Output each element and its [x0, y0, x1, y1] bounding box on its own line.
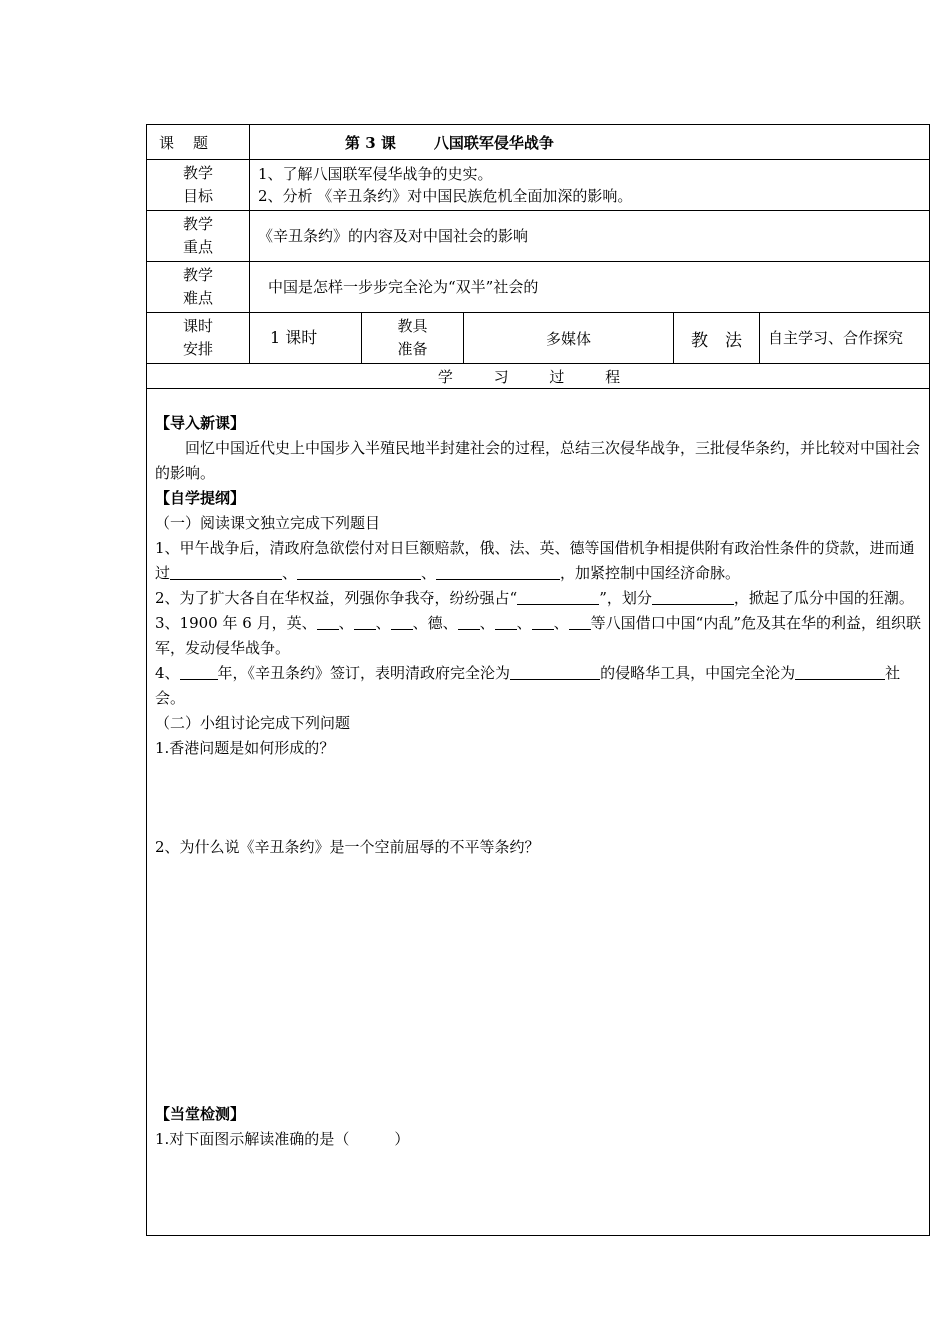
key-row — [147, 211, 930, 262]
difficulty-label-line2: 难点 — [182, 289, 213, 307]
blank-field[interactable] — [795, 663, 885, 680]
part1-heading: （一）阅读课文独立完成下列题目 — [155, 514, 381, 532]
question-1 — [155, 536, 921, 586]
question-4 — [155, 661, 921, 711]
blank-field[interactable] — [391, 613, 413, 630]
topic-row — [147, 125, 930, 160]
goals-text — [250, 160, 930, 211]
blank-field[interactable] — [510, 663, 600, 680]
intro-heading: 【导入新课】 — [155, 414, 246, 432]
topic-name: 八国联军侵华战争 — [433, 133, 554, 152]
tools-label-line2: 准备 — [397, 340, 428, 358]
topic-title — [250, 125, 930, 160]
q3-text-b: 等八国借口中国“内乱”危及其在华的利益，组织联军，发动侵华战争。 — [155, 614, 922, 657]
goals-label-line2: 目标 — [182, 187, 213, 205]
lesson-plan-table — [146, 124, 922, 1236]
time-value: 1 课时 — [250, 313, 362, 364]
goal-item: 2、分析 《辛丑条约》对中国民族危机全面加深的影响。 — [258, 187, 633, 205]
q2-text-a: 2、为了扩大各自在华权益，列强你争我夺，纷纷强占“ — [155, 589, 518, 607]
tools-value: 多媒体 — [464, 313, 674, 364]
blank-field[interactable] — [297, 563, 421, 580]
goals-row — [147, 160, 930, 211]
q2-text-b: ”，划分 — [599, 589, 652, 607]
blank-field[interactable] — [354, 613, 376, 630]
question-2 — [155, 586, 921, 611]
tools-label — [362, 313, 464, 364]
q1-separator: 、 — [421, 564, 437, 582]
check-question-1: 1.对下面图示解读准确的是（ ） — [155, 1130, 410, 1148]
q3-text-de: 、德、 — [412, 614, 458, 632]
key-label-line2: 重点 — [182, 238, 213, 256]
time-label-line2: 安排 — [182, 340, 213, 358]
arrangement-row — [147, 313, 930, 364]
q3-text-a: 3、1900 年 6 月，英、 — [155, 614, 317, 632]
blank-field[interactable] — [458, 613, 480, 630]
q4-text-b: 年，《辛丑条约》签订，表明清政府完全沦为 — [217, 664, 511, 682]
difficulty-row — [147, 262, 930, 313]
difficulty-label-line1: 教学 — [182, 266, 213, 284]
process-body-row — [147, 389, 930, 1236]
q1-text-a: 1、甲午战争后，清政府急欲偿付对日巨额赔款，俄、法、英、德等国借机争相提供附有政治性条件的贷款，进而通过 — [155, 539, 915, 582]
q1-text-b: ，加紧控制中国经济命脉。 — [560, 564, 741, 582]
check-heading: 【当堂检测】 — [155, 1105, 246, 1123]
lesson-plan-grid — [146, 124, 930, 1236]
time-label-line1: 课时 — [182, 317, 213, 335]
answer-space[interactable] — [155, 761, 921, 835]
tools-label-line1: 教具 — [397, 317, 428, 335]
q4-text-a: 4、 — [155, 664, 180, 682]
blank-field[interactable] — [652, 588, 734, 605]
blank-field[interactable] — [532, 613, 554, 630]
topic-lesson: 第 3 课 — [345, 133, 396, 152]
part2-heading: （二）小组讨论完成下列问题 — [155, 714, 351, 732]
blank-field[interactable] — [170, 563, 282, 580]
process-heading: 学 习 过 程 — [147, 364, 930, 389]
goals-label — [147, 160, 250, 211]
goal-item: 1、了解八国联军侵华战争的史实。 — [258, 165, 493, 183]
blank-field[interactable] — [495, 613, 517, 630]
q1-separator: 、 — [282, 564, 298, 582]
difficulty-text: 中国是怎样一步步完全沦为“双半”社会的 — [250, 262, 930, 313]
time-label — [147, 313, 250, 364]
method-label: 教 法 — [674, 313, 760, 364]
discussion-1: 1.香港问题是如何形成的？ — [155, 739, 335, 757]
blank-field[interactable] — [517, 588, 599, 605]
intro-text: 回忆中国近代史上中国步入半殖民地半封建社会的过程，总结三次侵华战争，三批侵华条约，并比较对中国社会的影响。 — [155, 439, 921, 482]
key-label-line1: 教学 — [182, 215, 213, 233]
q2-text-c: ，掀起了瓜分中国的狂潮。 — [733, 589, 914, 607]
blank-field[interactable] — [180, 663, 218, 680]
discussion-2: 2、为什么说《辛丑条约》是一个空前屈辱的不平等条约？ — [155, 838, 540, 856]
blank-field[interactable] — [317, 613, 339, 630]
q4-text-c: 的侵略华工具，中国完全沦为 — [600, 664, 796, 682]
question-3: 3、1900 年 6 月，英、 、 、 、德、 、 、 、 等八国借口中国“内乱”危及其在华的利益，组织联军，发动侵华战争。 — [155, 614, 922, 657]
goals-label-line1: 教学 — [182, 164, 213, 182]
answer-space[interactable] — [155, 860, 921, 1102]
self-study-heading: 【自学提纲】 — [155, 489, 246, 507]
method-value: 自主学习、合作探究 — [760, 313, 930, 364]
process-heading-row — [147, 364, 930, 389]
key-text: 《辛丑条约》的内容及对中国社会的影响 — [250, 211, 930, 262]
difficulty-label — [147, 262, 250, 313]
topic-label: 课 题 — [147, 125, 250, 160]
process-body — [147, 389, 930, 1236]
blank-field[interactable] — [436, 563, 560, 580]
q4-text-d: 社会。 — [155, 664, 901, 707]
blank-field[interactable] — [569, 613, 591, 630]
key-label — [147, 211, 250, 262]
